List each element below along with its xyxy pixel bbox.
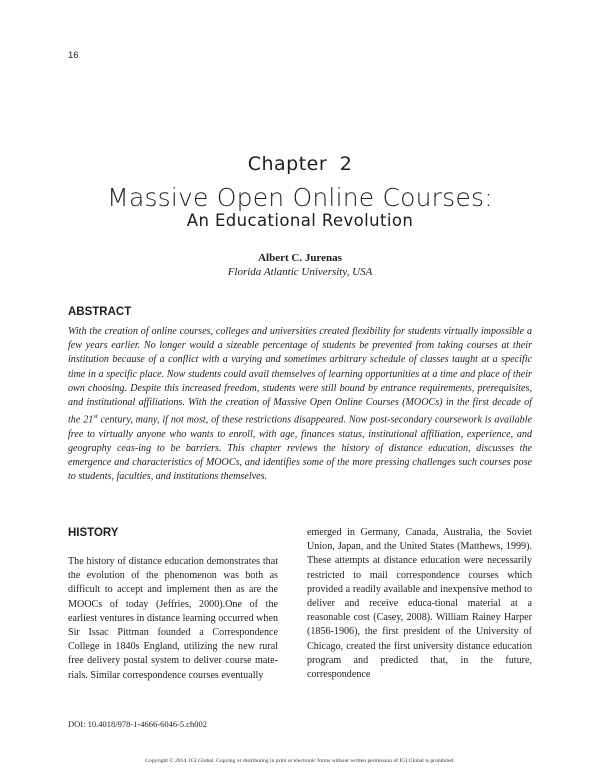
- chapter-label: Chapter 2: [247, 153, 353, 175]
- history-column-right: emerged in Germany, Canada, Australia, the Soviet Union, Japan, and the United States (Matthews, 1999). These attempts at distance education were necessarily restricted to mail correspondence courses which provided a readily available and inexpensive method to deliver and receive educa-tional material at a reasonable cost (Casey, 2008). William Rainey Harper (1856-1906), the first president of the University of Chicago, created the first university distance education program and predicted that, in the future, correspondence: [307, 527, 532, 681]
- copyright-notice: Copyright © 2014, IGI Global. Copying or distributing in print or electronic forms without written permission of IGI Global is prohibited.: [145, 758, 455, 764]
- history-column-left: The history of distance education demonstrates that the evolution of the phenomenon was both as difficult to accept and implement then as are the MOOCs of today (Jeffries, 2000).One of the earliest ventures in distance learning occurred when Sir Issac Pittman founded a Correspondence College in 1840s England, utilizing the new rural free delivery postal system to deliver course mate-rials. Similar correspondence courses eventually: [68, 556, 278, 681]
- doi: DOI: 10.4018/978-1-4666-6046-5.ch002: [68, 719, 208, 729]
- abstract-heading: ABSTRACT: [68, 306, 132, 318]
- chapter-subtitle: An Educational Revolution: [186, 211, 414, 230]
- author-affiliation: Florida Atlantic University, USA: [227, 266, 373, 278]
- chapter-title: Massive Open Online Courses:: [107, 183, 493, 212]
- abstract-body: With the creation of online courses, colleges and universities created flexibility for students virtually impossible a few years earlier. No longer would a sizeable percentage of students be prevented from taking courses at their institution because of a conflict with a varying and sometimes arbitrary schedule of classes taught at a specific time in a specific place. Now students could avail themselves of learning opportunities at a time and place of their own choosing. Despite this increased freedom, students were still bound by entrance requirements, prerequisites, and institutional affiliations. With the creation of Massive Open Online Courses (MOOCs) in the first decade of the 21st century, many, if not most, of these restrictions disappeared. Now post-secondary coursework is available free to virtually anyone who wants to enroll, with age, finances status, institutional affiliation, experience, and geography ceas-ing to be barriers. This chapter reviews the history of distance education, discusses the emergence and characteristics of MOOCs, and identifies some of the more pressing challenges such courses pose to students, faculties, and institutions themselves.: [68, 326, 532, 483]
- author-name: Albert C. Jurenas: [258, 252, 342, 264]
- history-heading: HISTORY: [68, 527, 119, 539]
- page-number: 16: [68, 50, 79, 61]
